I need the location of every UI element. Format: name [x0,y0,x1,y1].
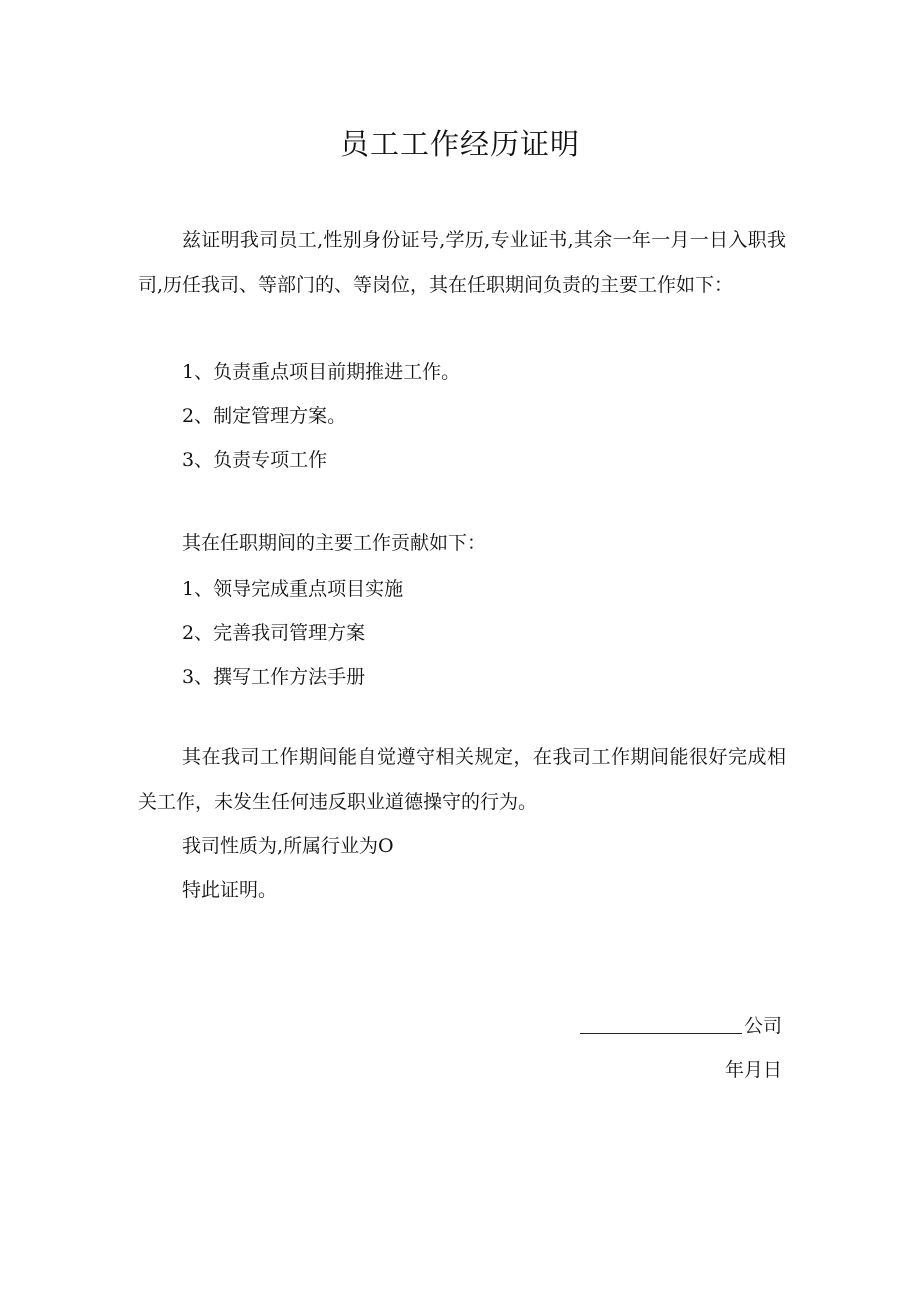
signature-company-line [580,1004,782,1048]
contribution-item-1: 1、领导完成重点项目实施 [182,578,404,600]
signature-date: 年月日 [724,1059,782,1081]
conduct-paragraph: 其在我司工作期间能自觉遵守相关规定，在我司工作期间能很好完成相关工作，未发生任何违反职业道德操守的行为。 [138,746,786,813]
company-name-blank [580,1009,742,1034]
document-title: 员工工作经历证明 [339,127,580,161]
contributions-heading: 其在任职期间的主要工作贡献如下： [182,532,487,554]
company-suffix: 公司 [743,1015,782,1037]
duty-item-3: 3、负责专项工作 [182,449,328,471]
company-nature-line: 我司性质为,所属行业为O [182,835,394,857]
duty-item-2: 2、制定管理方案。 [182,405,347,427]
closing-line: 特此证明。 [182,879,278,901]
duty-item-1: 1、负责重点项目前期推进工作。 [182,361,461,383]
contribution-item-3: 3、撰写工作方法手册 [182,666,366,688]
contribution-item-2: 2、完善我司管理方案 [182,622,366,644]
intro-paragraph: 兹证明我司员工,性别身份证号,学历,专业证书,其余一年一月一日入职我司,历任我司、等部门的、等岗位，其在任职期间负责的主要工作如下： [138,229,786,296]
